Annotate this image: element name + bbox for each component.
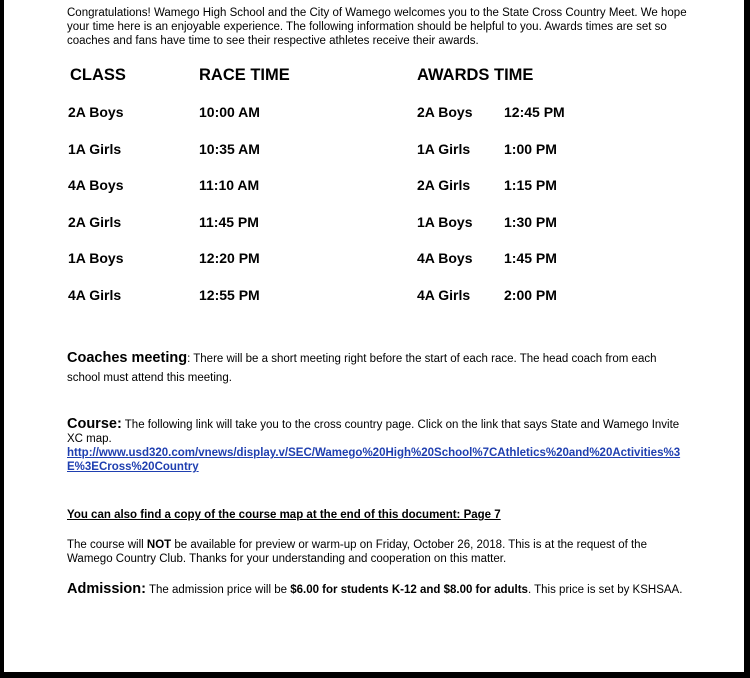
preview-text-after: be available for preview or warm-up on Friday, October 26, 2018. This is at the request of the Wamego Country Club. Thanks for your understanding and cooperation on this matter. bbox=[67, 539, 647, 565]
race-class-cell: 1A Boys bbox=[68, 250, 124, 266]
race-time-cell: 11:10 AM bbox=[199, 177, 260, 193]
race-class-cell: 2A Girls bbox=[68, 213, 122, 230]
race-time-cell: 12:55 PM bbox=[199, 286, 260, 303]
intro-paragraph: Congratulations! Wamego High School and the City of Wamego welcomes you to the State Cross Country Meet. We hope your time here is an enjoyable experience. The following information should be helpful to you. Awards times are set so coaches and fans have time to see their respective athletes receive their awards. bbox=[67, 7, 687, 47]
header-race-time: RACE TIME bbox=[199, 66, 290, 84]
admission-text-2: . This price is set by KSHSAA. bbox=[527, 584, 683, 596]
race-class-cell: 4A Girls bbox=[68, 286, 122, 303]
header-awards-time: AWARDS TIME bbox=[417, 66, 534, 84]
course-text: The following link will take you to the cross country page. Click on the link that says State and Wamego Invite XC map. bbox=[67, 419, 680, 445]
course-label: Course: bbox=[67, 416, 122, 432]
coaches-meeting-label: Coaches meeting bbox=[67, 350, 188, 366]
award-time-cell: 1:15 PM bbox=[504, 177, 557, 193]
award-time-cell: 2:00 PM bbox=[504, 286, 557, 303]
course-map-note-text: You can also find a copy of the course map at the end of this document: Page 7 bbox=[67, 509, 501, 521]
preview-not: NOT bbox=[146, 539, 172, 551]
award-class-cell: 1A Girls bbox=[417, 140, 471, 157]
admission-text-1: The admission price will be bbox=[145, 584, 291, 596]
award-time-cell: 1:45 PM bbox=[504, 250, 557, 266]
course-link[interactable]: http://www.usd320.com/vnews/display.v/SEC/Wamego%20High%20School%7CAthletics%20and%20Activities%3E%3ECross%20Country bbox=[67, 447, 681, 473]
race-class-cell: 1A Girls bbox=[68, 140, 122, 157]
coaches-meeting-paragraph bbox=[67, 349, 687, 388]
course-paragraph bbox=[67, 417, 687, 474]
admission-prices: $6.00 for students K-12 and $8.00 for adults bbox=[290, 584, 528, 596]
preview-text-before: The course will bbox=[67, 539, 147, 551]
race-time-cell: 12:20 PM bbox=[199, 250, 260, 266]
race-time-cell: 10:00 AM bbox=[199, 104, 260, 120]
award-class-cell: 2A Girls bbox=[417, 177, 471, 193]
admission-paragraph bbox=[67, 582, 687, 597]
award-time-cell: 1:30 PM bbox=[504, 213, 557, 230]
admission-label: Admission: bbox=[67, 581, 146, 597]
document-page bbox=[4, 0, 744, 672]
race-class-cell: 2A Boys bbox=[68, 104, 124, 120]
preview-paragraph bbox=[67, 538, 687, 566]
award-time-cell: 12:45 PM bbox=[504, 104, 565, 120]
coaches-meeting-text: : There will be a short meeting right before the start of each race. The head coach from each school must attend this meeting. bbox=[67, 353, 657, 384]
award-class-cell: 2A Boys bbox=[417, 104, 473, 120]
race-class-cell: 4A Boys bbox=[68, 177, 124, 193]
award-time-cell: 1:00 PM bbox=[504, 140, 557, 157]
award-class-cell: 1A Boys bbox=[417, 213, 473, 230]
race-time-cell: 10:35 AM bbox=[199, 140, 260, 157]
course-map-note bbox=[67, 508, 687, 522]
award-class-cell: 4A Boys bbox=[417, 250, 473, 266]
race-time-cell: 11:45 PM bbox=[199, 213, 259, 230]
award-class-cell: 4A Girls bbox=[417, 286, 471, 303]
header-class: CLASS bbox=[70, 66, 126, 84]
